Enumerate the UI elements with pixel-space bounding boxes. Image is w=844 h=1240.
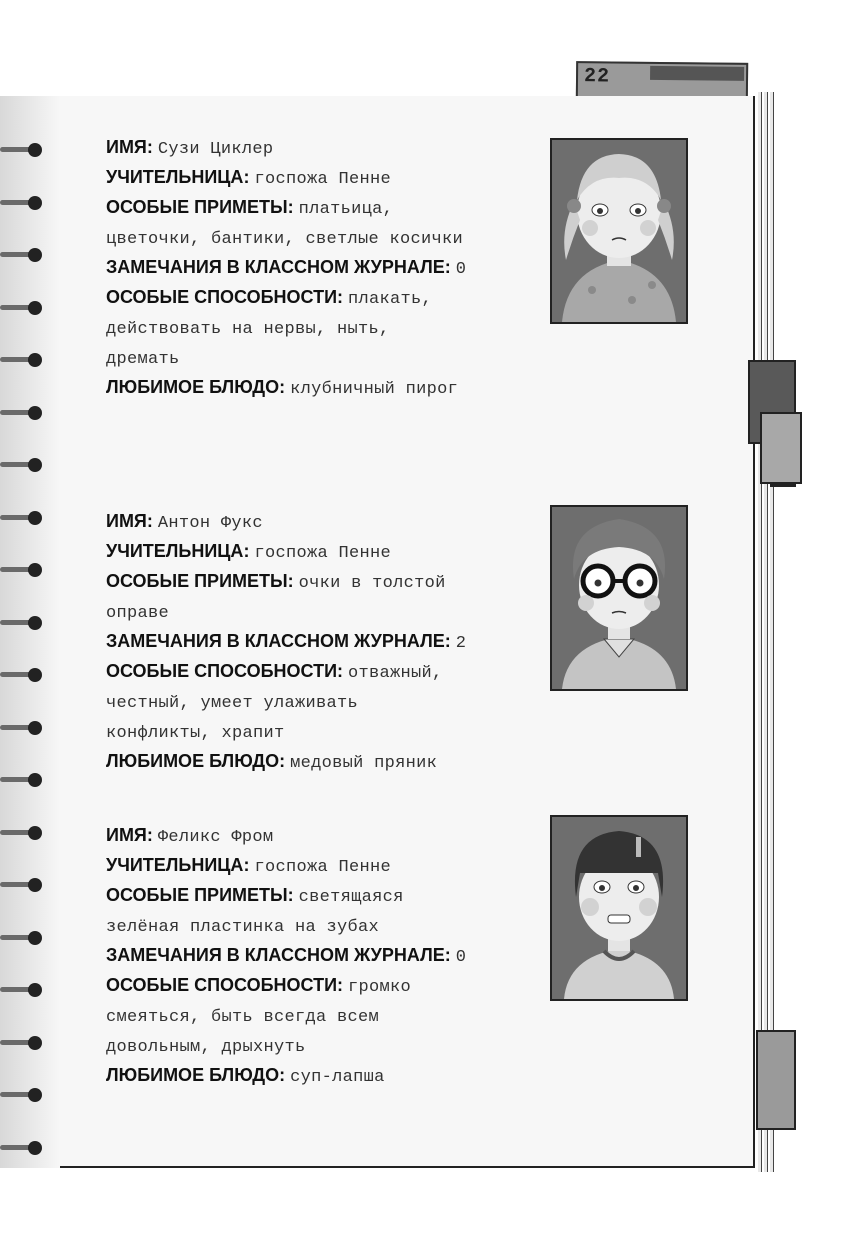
binding-ring <box>0 405 42 421</box>
abilities-value: громко <box>348 978 412 997</box>
name-label: ИМЯ <box>106 137 147 157</box>
binding-ring <box>0 615 42 631</box>
remarks-value: 2 <box>455 634 467 653</box>
binding-ring <box>0 720 42 736</box>
remarks-label: ЗАМЕЧАНИЯ В КЛАССНОМ ЖУРНАЛЕ <box>106 257 445 277</box>
ring-hole <box>28 1088 42 1102</box>
abilities-value-cont: честный, умеет улаживать <box>106 694 359 713</box>
binding-ring <box>0 247 42 263</box>
ring-hole <box>28 511 42 525</box>
binding-ring <box>0 982 42 998</box>
binding-ring <box>0 930 42 946</box>
features-value: светящаяся <box>298 888 404 907</box>
ring-hole <box>28 143 42 157</box>
food-label: ЛЮБИМОЕ БЛЮДО <box>106 751 280 771</box>
ring-hole <box>28 931 42 945</box>
teacher-label: УЧИТЕЛЬНИЦА <box>106 167 244 187</box>
side-tab-light <box>760 412 802 484</box>
ring-hole <box>28 616 42 630</box>
features-label: ОСОБЫЕ ПРИМЕТЫ <box>106 197 288 217</box>
abilities-value: отважный, <box>348 664 443 683</box>
ring-hole <box>28 406 42 420</box>
ring-hole <box>28 248 42 262</box>
abilities-label: ОСОБЫЕ СПОСОБНОСТИ <box>106 661 338 681</box>
binding-ring <box>0 352 42 368</box>
remarks-value: 0 <box>455 260 467 279</box>
features-value-cont: цветочки, бантики, светлые косички <box>106 230 464 249</box>
features-label: ОСОБЫЕ ПРИМЕТЫ <box>106 571 288 591</box>
binding-ring <box>0 562 42 578</box>
binding-ring <box>0 195 42 211</box>
abilities-value: плакать, <box>348 290 433 309</box>
ring-hole <box>28 353 42 367</box>
teacher-value: госпожа Пенне <box>254 544 391 563</box>
portrait-anton <box>550 505 688 691</box>
binding-ring <box>0 142 42 158</box>
teacher-label: УЧИТЕЛЬНИЦА <box>106 855 244 875</box>
features-value-cont: зелёная пластинка на зубах <box>106 918 380 937</box>
name-value: Феликс Фром <box>157 828 274 847</box>
page-edge-3 <box>770 92 774 1172</box>
portrait-felix <box>550 815 688 1001</box>
portrait-suzi <box>550 138 688 324</box>
side-tab-bottom <box>756 1030 796 1130</box>
name-label: ИМЯ <box>106 825 147 845</box>
ring-hole <box>28 563 42 577</box>
food-value: клубничный пирог <box>290 380 459 399</box>
ring-hole <box>28 458 42 472</box>
student-card-2: ИМЯ: Антон Фукс УЧИТЕЛЬНИЦА: госпожа Пенне ОСОБЫЕ ПРИМЕТЫ: очки в толстой оправе ЗАМЕЧАНИЯ В КЛАССНОМ ЖУРНАЛЕ: 2 ОСОБЫЕ СПОСОБНОСТИ: отважный, честный, умеет улаживать конфликты, храпит ЛЮБИМОЕ БЛЮДО: медовый пряник <box>106 511 467 773</box>
ring-hole <box>28 826 42 840</box>
page-number: 22 <box>583 65 611 89</box>
features-value: платьица, <box>298 200 394 219</box>
ring-hole <box>28 301 42 315</box>
features-value-cont: оправе <box>106 604 170 623</box>
features-label: ОСОБЫЕ ПРИМЕТЫ <box>106 885 288 905</box>
page-edge-1 <box>758 92 762 1172</box>
teacher-label: УЧИТЕЛЬНИЦА <box>106 541 244 561</box>
features-value: очки в толстой <box>298 574 446 593</box>
binding-ring <box>0 510 42 526</box>
teacher-value: госпожа Пенне <box>254 858 391 877</box>
ring-hole <box>28 878 42 892</box>
tab-stripe <box>650 66 744 81</box>
ring-hole <box>28 1036 42 1050</box>
binding-ring <box>0 1087 42 1103</box>
abilities-label: ОСОБЫЕ СПОСОБНОСТИ <box>106 975 338 995</box>
abilities-value-cont: дремать <box>106 350 180 369</box>
remarks-value: 0 <box>455 948 467 967</box>
student-card-3: ИМЯ: Феликс Фром УЧИТЕЛЬНИЦА: госпожа Пенне ОСОБЫЕ ПРИМЕТЫ: светящаяся зелёная пластинка на зубах ЗАМЕЧАНИЯ В КЛАССНОМ ЖУРНАЛЕ: 0 ОСОБЫЕ СПОСОБНОСТИ: громко смеяться, быть всегда всем довольным, дрыхнуть ЛЮБИМОЕ БЛЮДО: суп-лапша <box>106 825 467 1087</box>
food-label: ЛЮБИМОЕ БЛЮДО <box>106 1065 280 1085</box>
binding-ring <box>0 1140 42 1156</box>
food-value: суп-лапша <box>290 1068 385 1087</box>
page-edge-2 <box>764 92 768 1172</box>
name-label: ИМЯ <box>106 511 147 531</box>
binding-ring <box>0 1035 42 1051</box>
name-value: Сузи Циклер <box>157 140 274 159</box>
ring-hole <box>28 1141 42 1155</box>
food-label: ЛЮБИМОЕ БЛЮДО <box>106 377 280 397</box>
binding-ring <box>0 772 42 788</box>
ring-hole <box>28 983 42 997</box>
student-card-1: ИМЯ: Сузи Циклер УЧИТЕЛЬНИЦА: госпожа Пенне ОСОБЫЕ ПРИМЕТЫ: платьица, цветочки, бантики, светлые косички ЗАМЕЧАНИЯ В КЛАССНОМ ЖУРНАЛЕ: 0 ОСОБЫЕ СПОСОБНОСТИ: плакать, действовать на нервы, ныть, дремать ЛЮБИМОЕ БЛЮДО: клубничный пирог <box>106 137 467 399</box>
abilities-label: ОСОБЫЕ СПОСОБНОСТИ <box>106 287 338 307</box>
remarks-label: ЗАМЕЧАНИЯ В КЛАССНОМ ЖУРНАЛЕ <box>106 945 445 965</box>
abilities-value-cont: конфликты, храпит <box>106 724 285 743</box>
food-value: медовый пряник <box>290 754 438 773</box>
binding-ring <box>0 825 42 841</box>
remarks-label: ЗАМЕЧАНИЯ В КЛАССНОМ ЖУРНАЛЕ <box>106 631 445 651</box>
binding-ring <box>0 300 42 316</box>
abilities-value-cont: смеяться, быть всегда всем <box>106 1008 380 1027</box>
ring-hole <box>28 668 42 682</box>
binding-ring <box>0 667 42 683</box>
ring-hole <box>28 773 42 787</box>
abilities-value-cont: довольным, дрыхнуть <box>106 1038 306 1057</box>
ring-hole <box>28 196 42 210</box>
teacher-value: госпожа Пенне <box>254 170 391 189</box>
name-value: Антон Фукс <box>157 514 263 533</box>
binding-ring <box>0 877 42 893</box>
binding-ring <box>0 457 42 473</box>
ring-hole <box>28 721 42 735</box>
side-tab-mark <box>770 482 796 487</box>
abilities-value-cont: действовать на нервы, ныть, <box>106 320 390 339</box>
